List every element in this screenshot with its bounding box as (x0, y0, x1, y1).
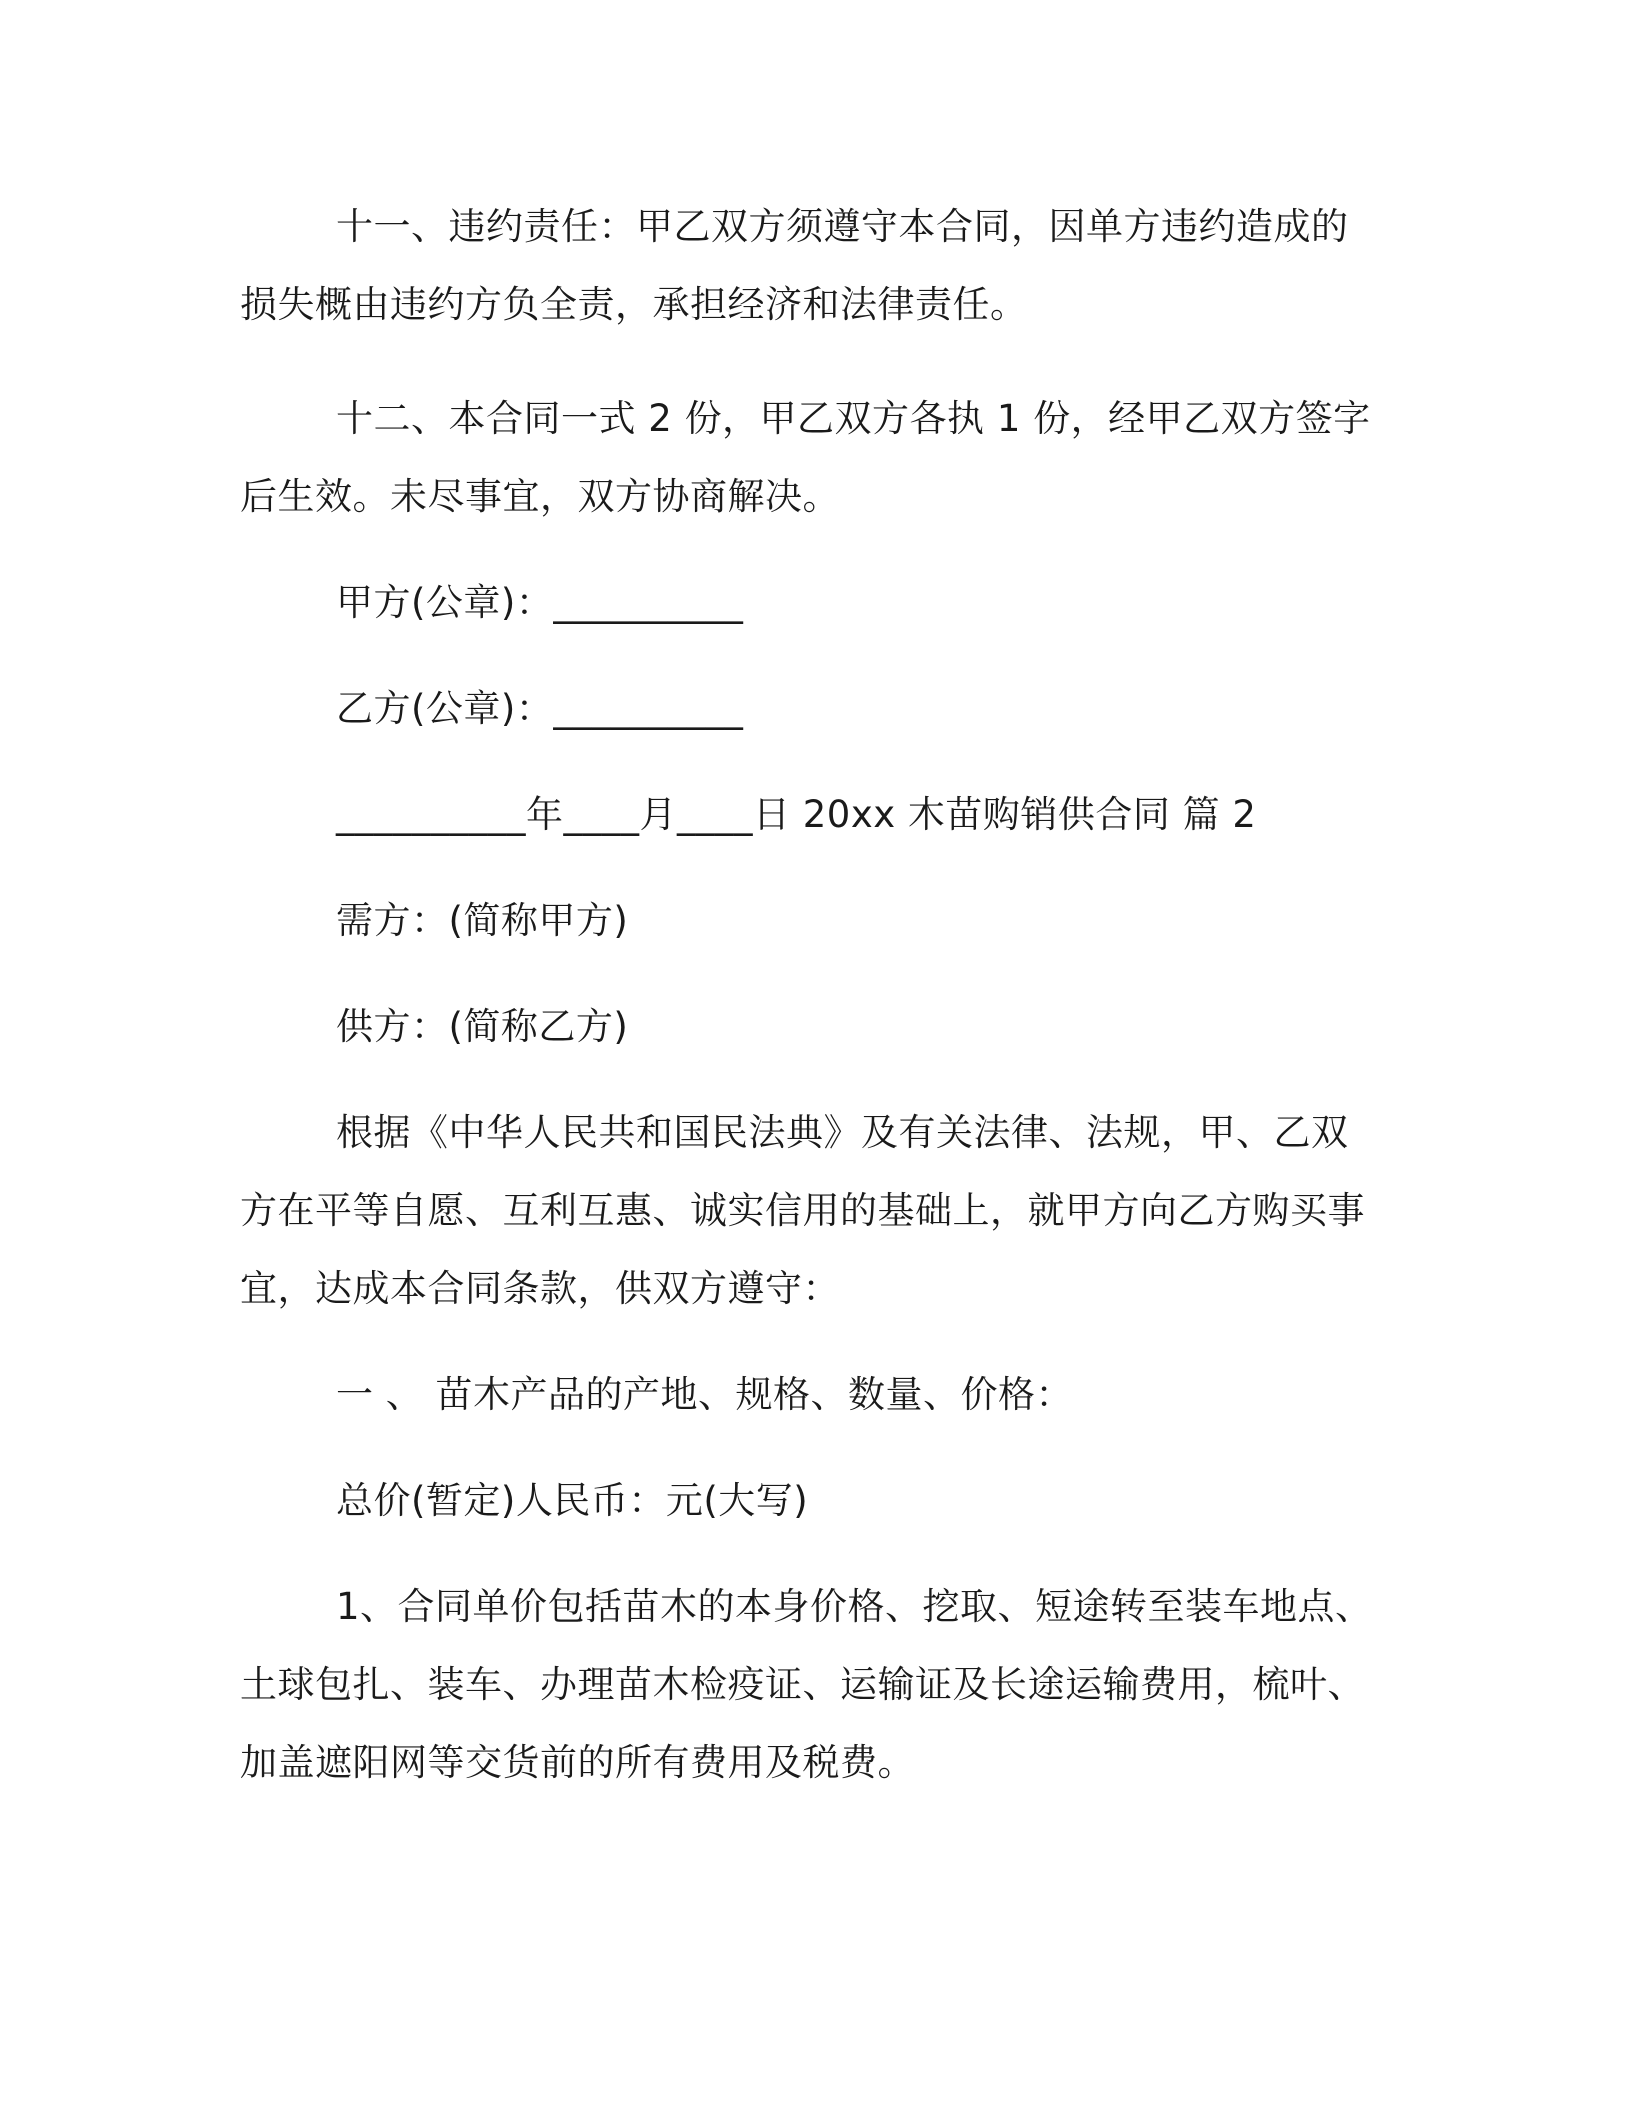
buyer-line: 需方：(简称甲方) (336, 899, 629, 942)
preamble-paragraph: 根据《中华人民共和国民法典》及有关法律、法规，甲、乙双方在平等自愿、互利互惠、诚实信用的基础上，就甲方向乙方购买事宜，达成本合同条款，供双方遵守： (240, 1111, 1365, 1310)
clause-12-copies-effect: 十二、本合同一式 2 份，甲乙双方各执 1 份，经甲乙双方签字后生效。未尽事宜，双方协商解决。 (240, 397, 1371, 518)
document-body (240, 188, 1385, 1802)
clause-11-breach-liability: 十一、违约责任：甲乙双方须遵守本合同，因单方违约造成的损失概由违约方负全责，承担经济和法律责任。 (240, 205, 1349, 326)
item-1-unit-price-terms: 1、合同单价包括苗木的本身价格、挖取、短途转至装车地点、土球包扎、装车、办理苗木检疫证、运输证及长途运输费用，梳叶、加盖遮阳网等交货前的所有费用及税费。 (240, 1585, 1373, 1784)
party-b-seal-line: 乙方(公章)：__________ (336, 687, 744, 730)
total-price-line: 总价(暂定)人民币：元(大写) (336, 1479, 809, 1522)
section-1-heading: 一 、 苗木产品的产地、规格、数量、价格： (336, 1373, 1074, 1416)
party-a-seal-line: 甲方(公章)：__________ (336, 581, 744, 624)
date-and-section-title: __________年____月____日 20xx 木苗购销供合同 篇 2 (336, 793, 1257, 836)
supplier-line: 供方：(简称乙方) (336, 1005, 629, 1048)
